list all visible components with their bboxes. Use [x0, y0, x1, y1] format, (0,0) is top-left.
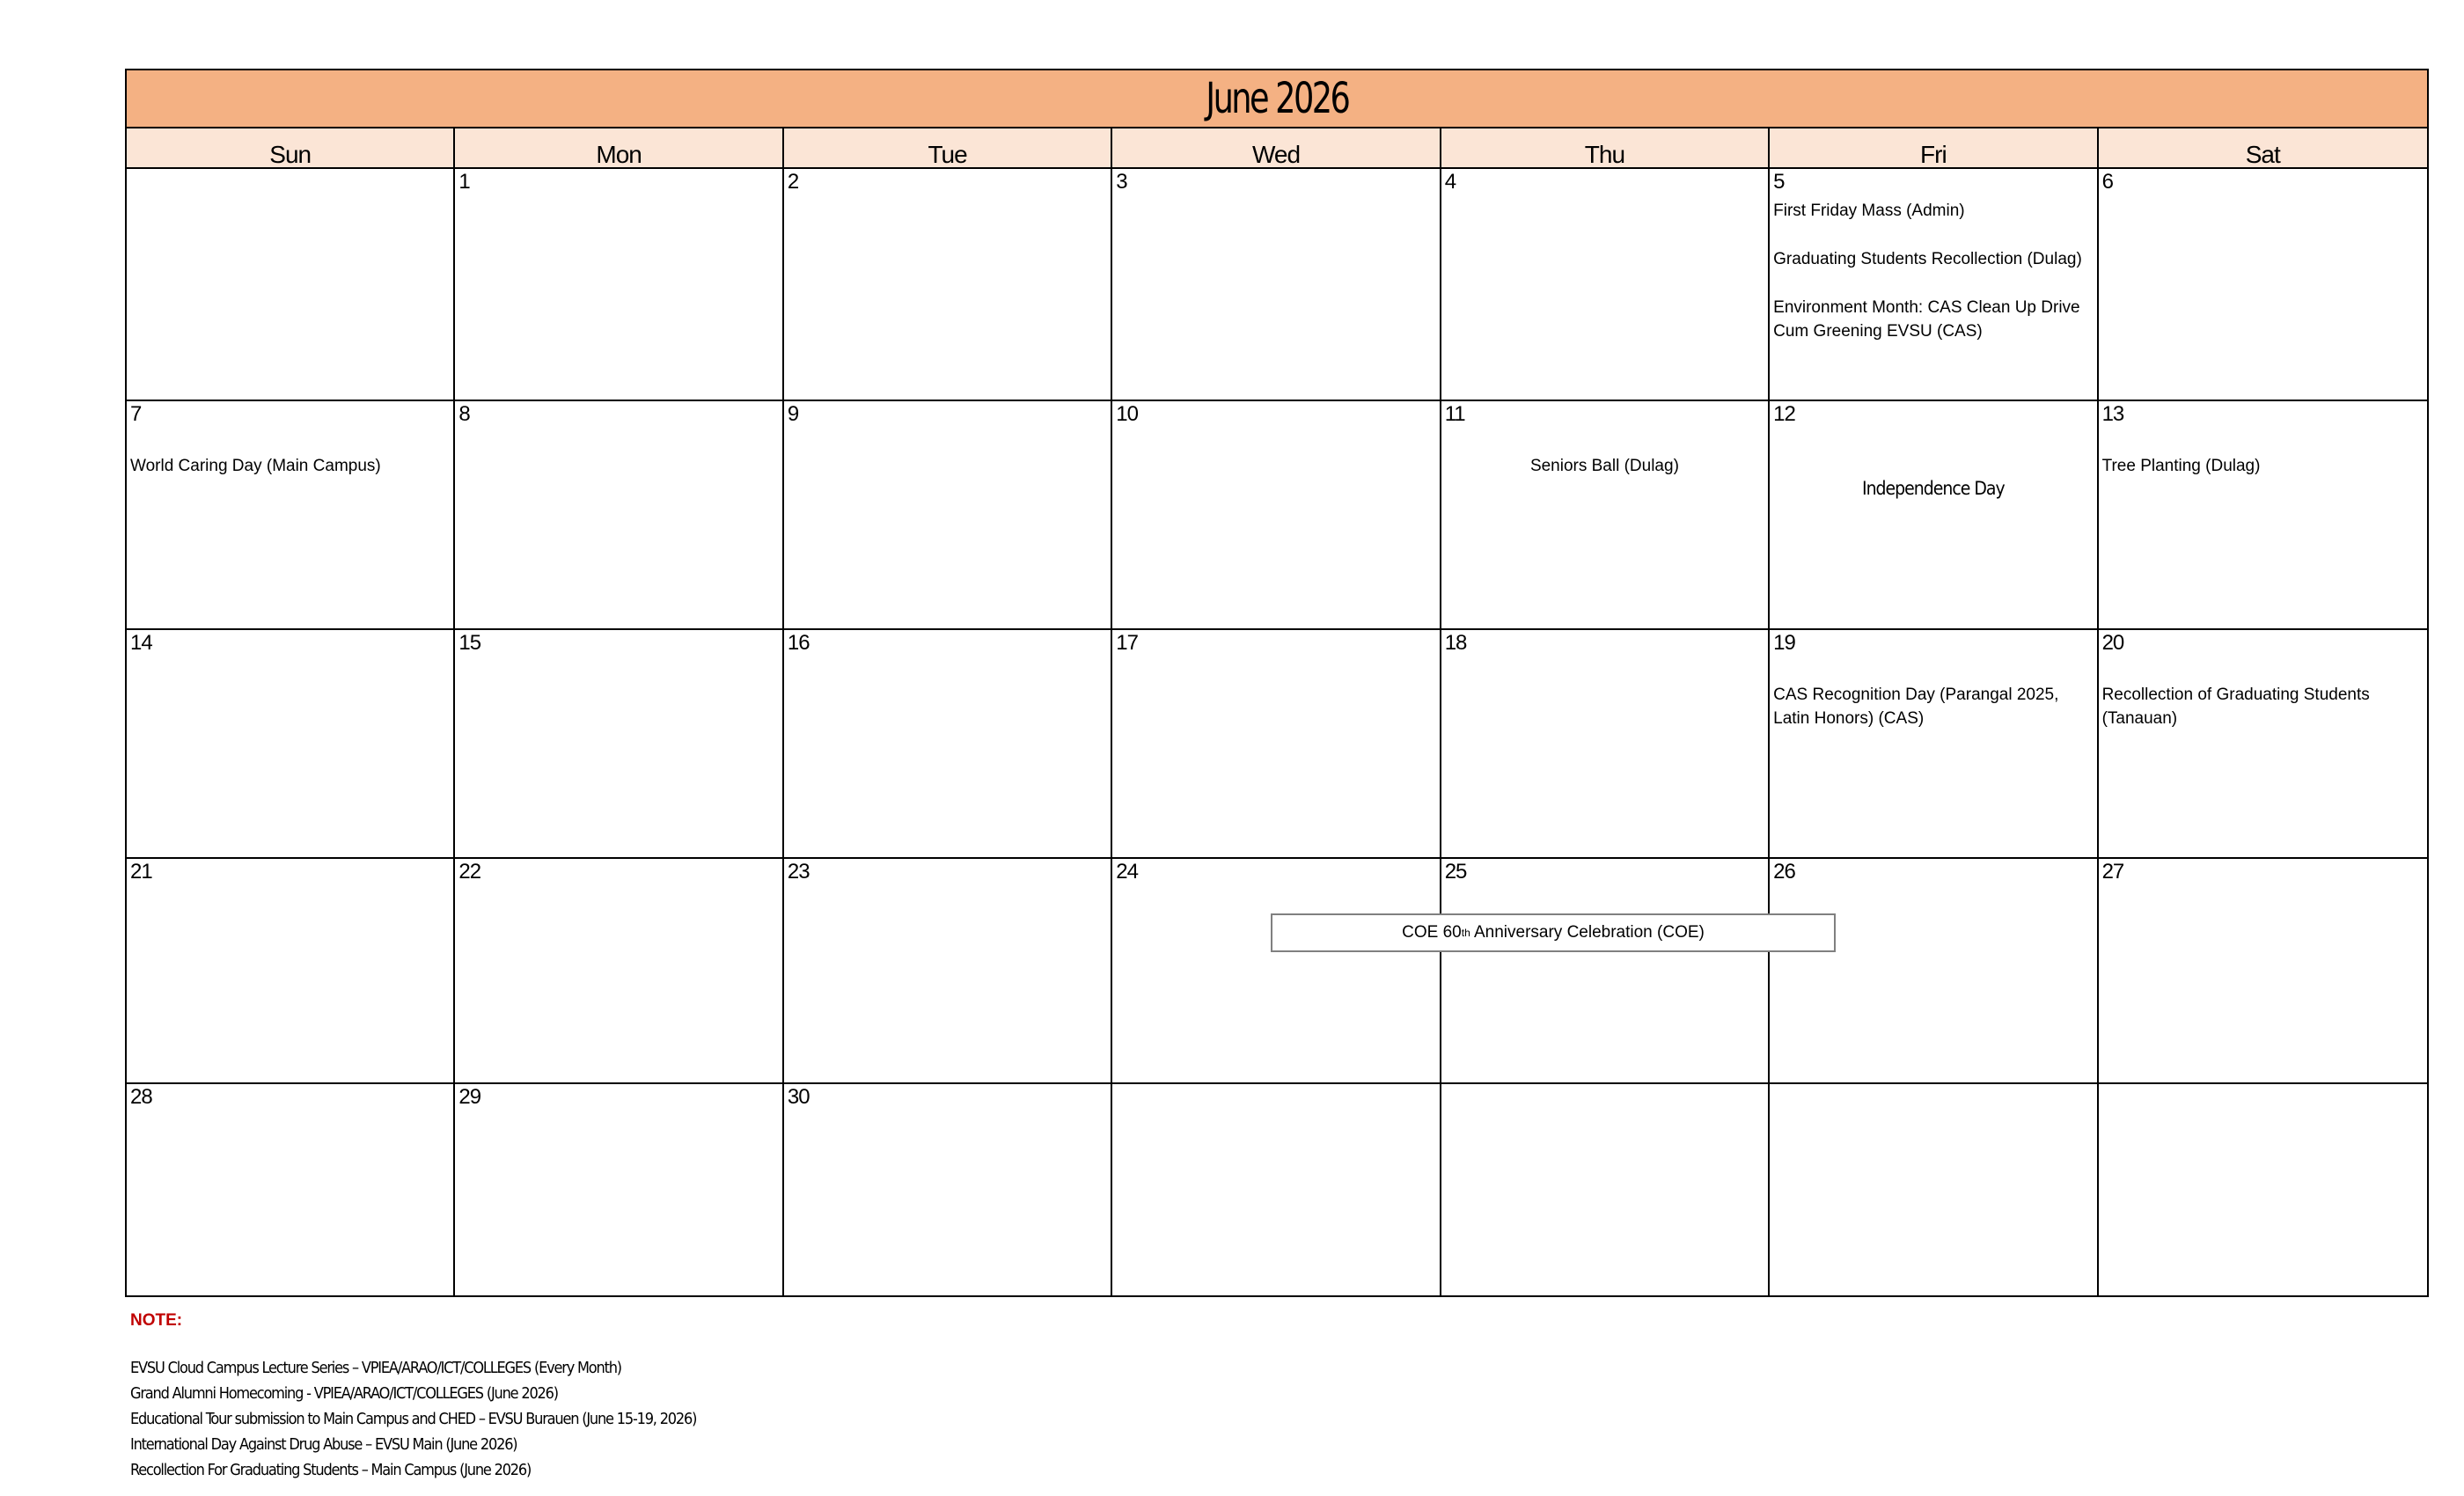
week-row-3 — [127, 630, 2427, 859]
day-cell[interactable] — [127, 169, 455, 400]
day-number: 20 — [2101, 631, 2124, 655]
day-cell[interactable] — [1441, 401, 1770, 628]
holiday-event[interactable]: Independence Day — [1862, 478, 2005, 500]
day-cell[interactable] — [1112, 859, 1441, 1082]
weekday-header-row — [125, 127, 2429, 167]
calendar-event[interactable]: Environment Month: CAS Clean Up Drive Cum Greening EVSU (CAS) — [1773, 298, 2080, 341]
calendar-title: June 2026 — [1205, 74, 1349, 123]
day-number: 13 — [2101, 402, 2124, 426]
day-number: 7 — [130, 402, 142, 426]
day-cell[interactable] — [2099, 630, 2427, 857]
calendar-grid — [125, 167, 2429, 1297]
day-cell[interactable] — [2099, 169, 2427, 400]
day-cell[interactable] — [127, 630, 455, 857]
day-cell[interactable] — [2099, 401, 2427, 628]
calendar-event[interactable]: First Friday Mass (Admin) — [1773, 202, 1965, 221]
note-item: Educational Tour submission to Main Campus and CHED – EVSU Burauen (June 15-19, 2026) — [130, 1410, 697, 1428]
day-number: 24 — [1116, 860, 1138, 884]
note-item: Grand Alumni Homecoming - VPIEA/ARAO/ICT/COLLEGES (June 2026) — [130, 1384, 558, 1403]
calendar-event[interactable]: Seniors Ball (Dulag) — [1529, 457, 1679, 476]
day-cell[interactable] — [455, 1084, 783, 1295]
day-number: 19 — [1773, 631, 1795, 655]
coe-anniversary-event[interactable]: COE 60 th Anniversary Celebration (COE) — [1271, 913, 1836, 952]
day-number: 2 — [787, 170, 799, 194]
day-number: 29 — [458, 1085, 481, 1109]
day-cell[interactable] — [1441, 630, 1770, 857]
calendar-event[interactable]: CAS Recognition Day (Parangal 2025, Latin Honors) (CAS) — [1773, 686, 2059, 729]
day-cell[interactable] — [784, 401, 1112, 628]
day-cell[interactable] — [455, 169, 783, 400]
day-number: 17 — [1116, 631, 1138, 655]
week-row-5 — [127, 1084, 2427, 1295]
weekday-tue: Tue — [784, 128, 1112, 167]
notes-section — [130, 1311, 696, 1483]
weekday-sat: Sat — [2245, 141, 2280, 168]
day-cell[interactable] — [1770, 401, 2098, 628]
day-number: 16 — [787, 631, 810, 655]
day-number: 21 — [130, 860, 152, 884]
day-number: 11 — [1444, 402, 1465, 426]
weekday-mon: Mon — [455, 128, 783, 167]
calendar-event[interactable]: World Caring Day (Main Campus) — [130, 457, 381, 476]
day-cell[interactable] — [455, 401, 783, 628]
day-number: 3 — [1116, 170, 1127, 194]
day-cell[interactable] — [1441, 1084, 1770, 1295]
event-text-suffix: Anniversary Celebration (COE) — [1470, 923, 1705, 942]
day-number: 14 — [130, 631, 152, 655]
day-cell[interactable] — [784, 1084, 1112, 1295]
day-cell[interactable] — [127, 1084, 455, 1295]
weekday-sun: Sun — [127, 128, 455, 167]
note-item: International Day Against Drug Abuse – EVSU Main (June 2026) — [130, 1435, 517, 1454]
day-number: 25 — [1444, 860, 1467, 884]
weekday-thu: Thu — [1441, 128, 1770, 167]
day-number: 5 — [1773, 170, 1785, 194]
day-number: 27 — [2101, 860, 2124, 884]
day-number: 1 — [458, 170, 470, 194]
note-item: Recollection For Graduating Students – Main Campus (June 2026) — [130, 1461, 532, 1479]
day-cell[interactable] — [127, 859, 455, 1082]
day-cell[interactable] — [1770, 169, 2098, 400]
note-item: EVSU Cloud Campus Lecture Series – VPIEA/ARAO/ICT/COLLEGES (Every Month) — [130, 1359, 621, 1377]
calendar-event[interactable]: Graduating Students Recollection (Dulag) — [1773, 250, 2082, 269]
calendar-title-bar — [125, 69, 2429, 127]
day-cell[interactable] — [2099, 859, 2427, 1082]
day-number: 15 — [458, 631, 481, 655]
day-number: 8 — [458, 402, 470, 426]
day-number: 6 — [2101, 170, 2113, 194]
event-text-prefix: COE 60 — [1402, 923, 1462, 942]
day-number: 12 — [1773, 402, 1795, 426]
day-cell[interactable] — [784, 169, 1112, 400]
calendar-event[interactable]: Recollection of Graduating Students (Tanauan) — [2101, 686, 2370, 729]
calendar — [125, 69, 2429, 1297]
day-cell[interactable] — [1112, 1084, 1441, 1295]
day-number: 9 — [787, 402, 799, 426]
day-cell[interactable] — [1112, 630, 1441, 857]
weekday-wed: Wed — [1112, 128, 1441, 167]
day-number: 4 — [1444, 170, 1456, 194]
day-number: 28 — [130, 1085, 152, 1109]
day-cell[interactable] — [455, 859, 783, 1082]
week-row-2 — [127, 401, 2427, 630]
day-number: 22 — [458, 860, 481, 884]
day-cell[interactable] — [784, 630, 1112, 857]
day-cell[interactable] — [1112, 401, 1441, 628]
day-number: 18 — [1444, 631, 1467, 655]
day-number: 10 — [1116, 402, 1138, 426]
day-cell[interactable] — [1112, 169, 1441, 400]
weekday-fri: Fri — [1770, 128, 2098, 167]
day-cell[interactable] — [1770, 859, 2098, 1082]
day-number: 30 — [787, 1085, 810, 1109]
day-cell[interactable] — [127, 401, 455, 628]
day-cell[interactable] — [1770, 630, 2098, 857]
day-cell[interactable] — [1441, 169, 1770, 400]
calendar-event[interactable]: Tree Planting (Dulag) — [2101, 457, 2261, 476]
week-row-1 — [127, 169, 2427, 401]
day-number: 23 — [787, 860, 810, 884]
day-cell[interactable] — [784, 859, 1112, 1082]
day-cell[interactable] — [1770, 1084, 2098, 1295]
day-number: 26 — [1773, 860, 1795, 884]
day-cell[interactable] — [455, 630, 783, 857]
day-cell[interactable] — [1441, 859, 1770, 1082]
day-cell[interactable] — [2099, 1084, 2427, 1295]
week-row-4 — [127, 859, 2427, 1084]
notes-label: NOTE: — [130, 1311, 183, 1330]
